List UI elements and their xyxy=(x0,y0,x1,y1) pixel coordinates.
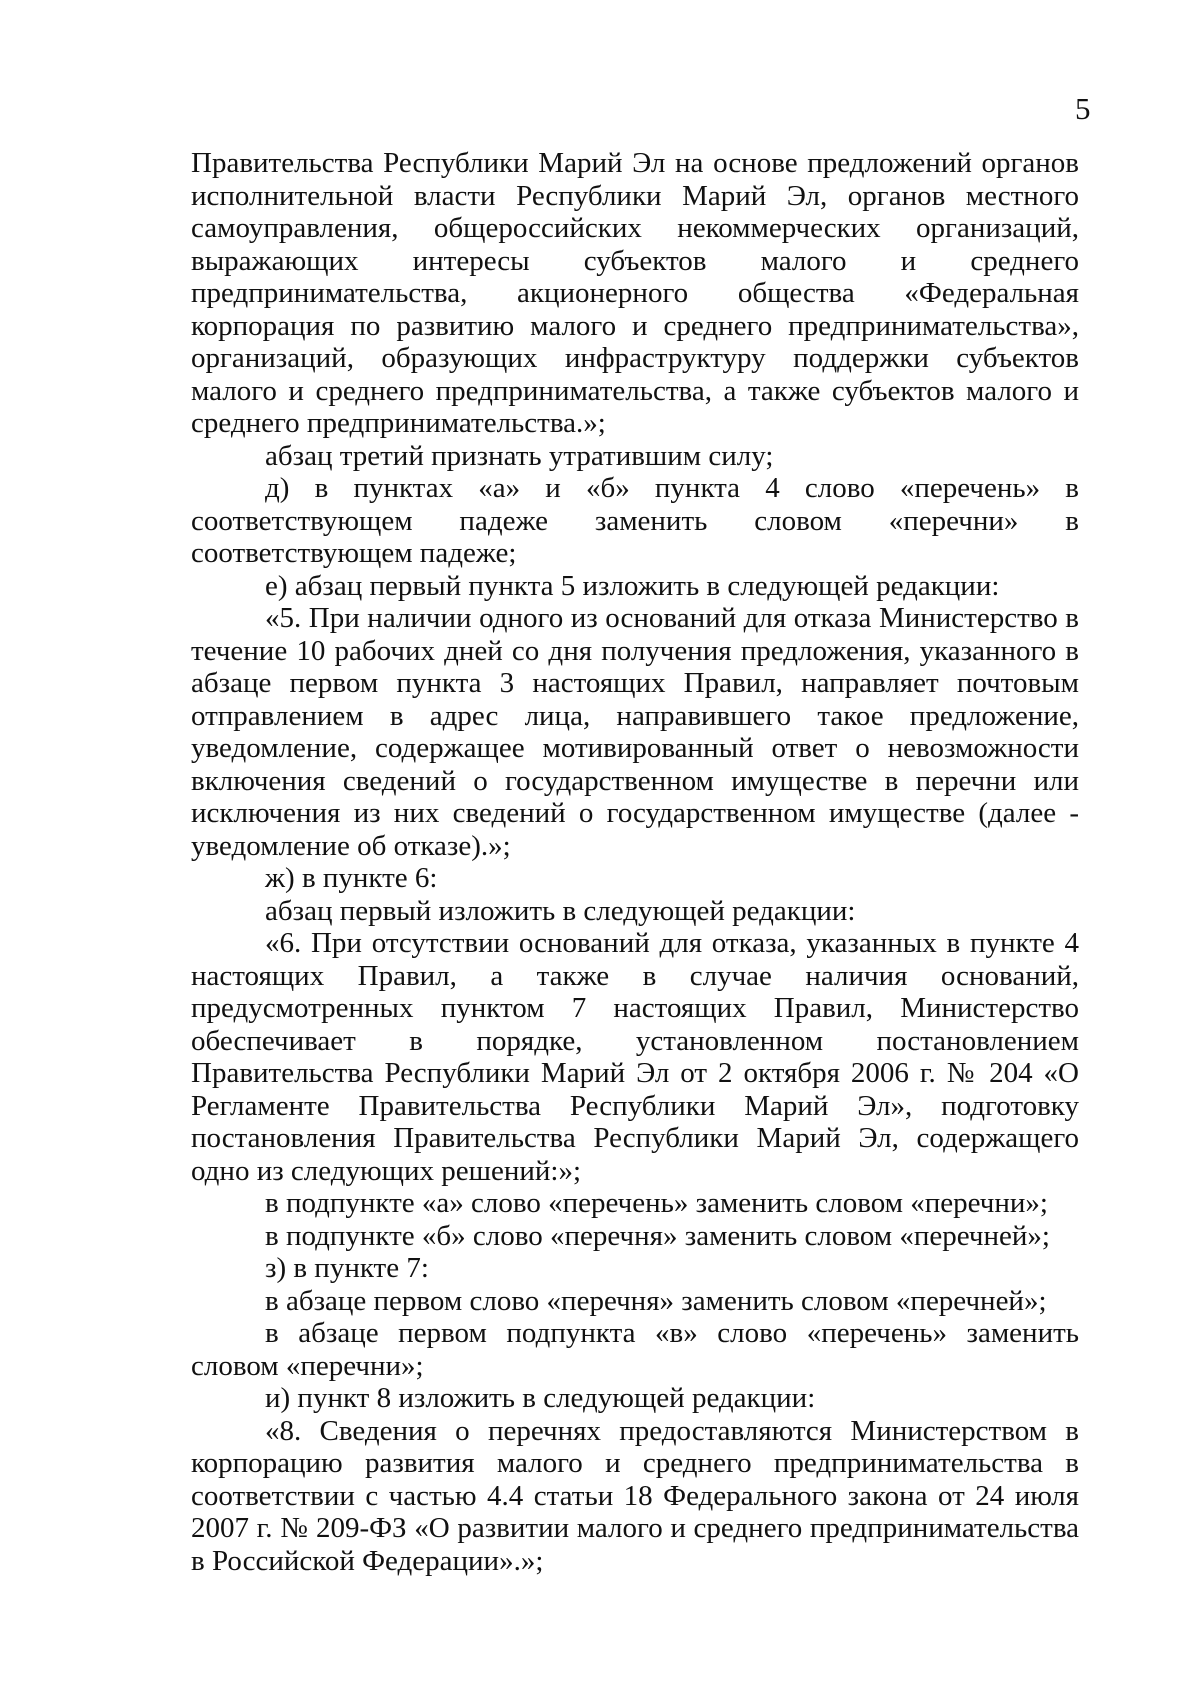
paragraph-abzac-perviy-perechnya: в абзаце первом слово «перечня» заменить словом «перечней»; xyxy=(265,1284,1047,1317)
paragraph-point-6: «6. При отсутствии оснований для отказа, указанных в пункте 4 настоящих Правил, а также в случае наличия оснований, предусмотренных пунктом 7 настоящих Правил, Министерство обеспечивает в порядке, установленном постановлением Правительства Республики Марий Эл от 2 октября 2006 г. № 204 «О Регламенте Правительства Республики Марий Эл», подготовку постановления Правительства Республики Марий Эл, содержащего одно из следующих решений:»; xyxy=(191,927,1079,1187)
paragraph-point-5: «5. При наличии одного из оснований для отказа Министерство в течение 10 рабочих дней со дня получения предложения, указанного в абзаце первом пункта 3 настоящих Правил, направляет почтовым отправлением в адрес лица, направившего такое предложение, уведомление, содержащее мотивированный ответ о невозможности включения сведений о государственном имуществе в перечни или исключения из них сведений о государственном имуществе (далее - уведомление об отказе).»; xyxy=(191,602,1079,862)
document-body xyxy=(191,147,1079,1577)
paragraph-abzac-tretiy: абзац третий признать утратившим силу; xyxy=(265,439,774,472)
paragraph-item-e: е) абзац первый пункта 5 изложить в следующей редакции: xyxy=(265,569,1000,602)
page-number: 5 xyxy=(1075,91,1091,126)
paragraph-abzac-perviy: абзац первый изложить в следующей редакции: xyxy=(265,894,856,927)
paragraph-subpoint-b: в подпункте «б» слово «перечня» заменить словом «перечней»; xyxy=(265,1219,1050,1252)
paragraph-item-i: и) пункт 8 изложить в следующей редакции: xyxy=(265,1382,816,1414)
paragraph-item-zh: ж) в пункте 6: xyxy=(265,862,438,894)
paragraph-item-z: з) в пункте 7: xyxy=(265,1252,429,1284)
paragraph-subpoint-v: в абзаце первом подпункта «в» слово «перечень» заменить словом «перечни»; xyxy=(191,1317,1079,1382)
paragraph-point-8: «8. Сведения о перечнях предоставляются Министерством в корпорацию развития малого и среднего предпринимательства в соответствии с частью 4.4 статьи 18 Федерального закона от 24 июля 2007 г. № 209-ФЗ «О развитии малого и среднего предпринимательства в Российской Федерации».»; xyxy=(191,1414,1079,1577)
paragraph-item-d: д) в пунктах «а» и «б» пункта 4 слово «перечень» в соответствующем падеже заменить словом «перечни» в соответствующем падеже; xyxy=(191,472,1079,569)
paragraph-subpoint-a: в подпункте «а» слово «перечень» заменить словом «перечни»; xyxy=(265,1187,1048,1219)
paragraph-continuation: Правительства Республики Марий Эл на основе предложений органов исполнительной власти Республики Марий Эл, органов местного самоуправления, общероссийских некоммерческих организаций, выражающих интересы субъектов малого и среднего предпринимательства, акционерного общества «Федеральная корпорация по развитию малого и среднего предпринимательства», организаций, образующих инфраструктуру поддержки субъектов малого и среднего предпринимательства, а также субъектов малого и среднего предпринимательства.»; xyxy=(191,147,1079,439)
